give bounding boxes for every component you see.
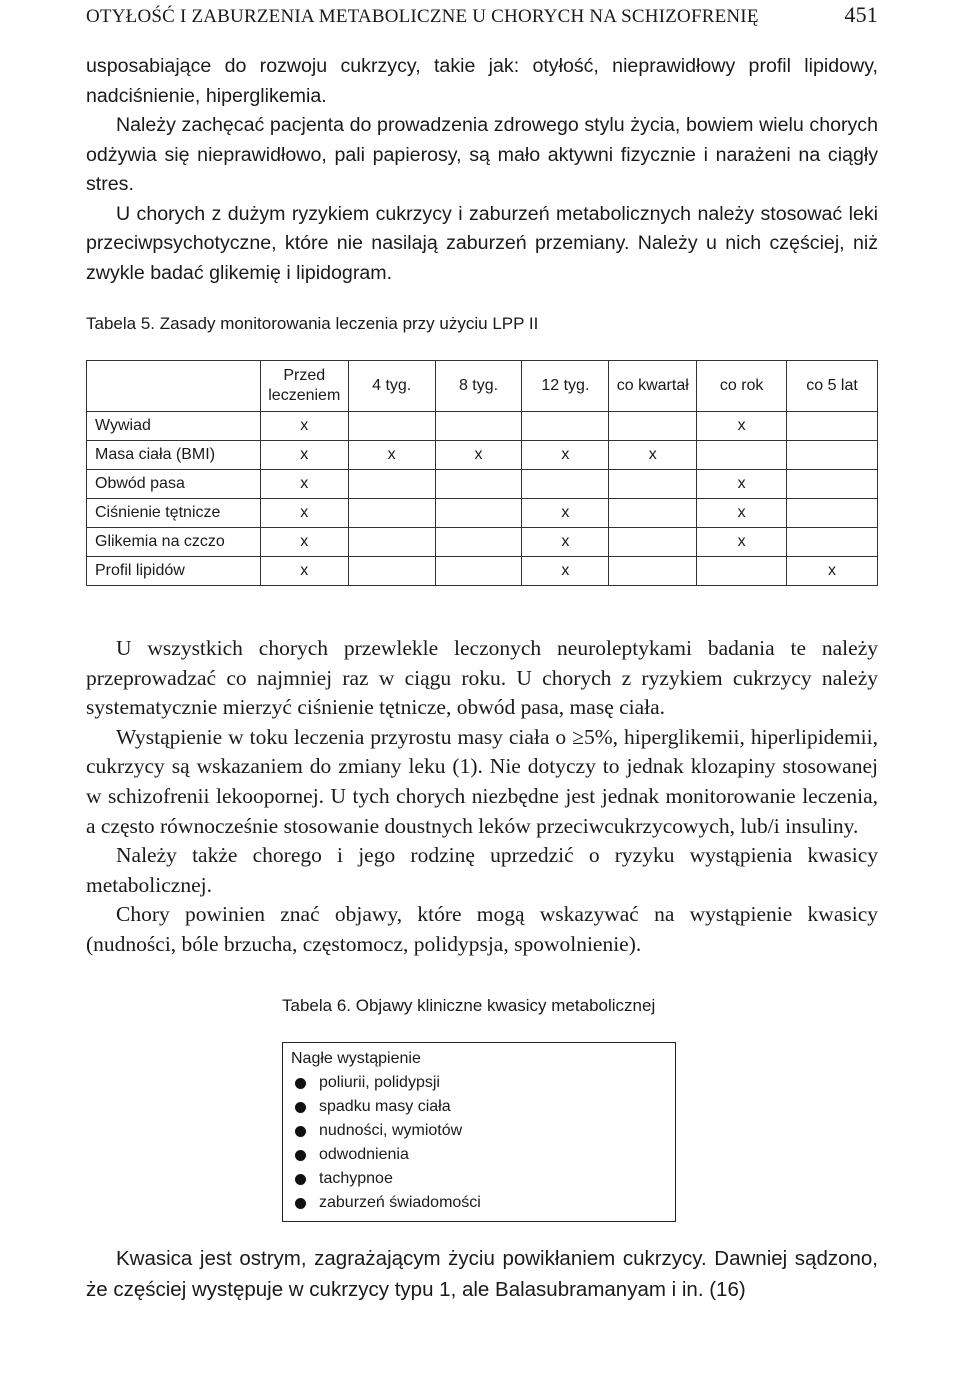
table-cell: x	[522, 557, 609, 586]
table-cell	[787, 412, 878, 441]
table-cell: x	[260, 470, 348, 499]
list-item-label: zaburzeń świadomości	[319, 1194, 481, 1211]
table-cell	[522, 470, 609, 499]
table5-header-cell	[87, 361, 261, 412]
table-cell	[787, 528, 878, 557]
row-label: Ciśnienie tętnicze	[87, 499, 261, 528]
bullet-icon	[295, 1126, 306, 1137]
table-cell	[348, 557, 435, 586]
page-number: 451	[844, 2, 878, 27]
table-cell: x	[522, 499, 609, 528]
table-row	[87, 499, 878, 528]
table-cell	[609, 528, 697, 557]
table-cell	[609, 499, 697, 528]
bullet-icon	[295, 1102, 306, 1113]
list-item-label: nudności, wymiotów	[319, 1122, 463, 1139]
table-cell: x	[787, 557, 878, 586]
row-label: Obwód pasa	[87, 470, 261, 499]
table-cell: x	[697, 470, 787, 499]
bullet-icon	[295, 1078, 306, 1089]
row-label: Profil lipidów	[87, 557, 261, 586]
paragraph: Wystąpienie w toku leczenia przyrostu masy ciała o ≥5%, hiperglikemii, hiperlipidemii, cukrzycy są wskazaniem do zmiany leku (1). Nie dotyczy to jednak klozapiny stosowanej w schizofrenii lekoopornej. U tych chorych niezbędne jest jednak monitorowanie leczenia, a często równocześnie stosowanie doustnych leków przeciwcukrzycowych, lub/i insuliny.	[86, 724, 878, 838]
table-cell	[787, 441, 878, 470]
intro-section	[86, 52, 878, 288]
table-cell	[348, 528, 435, 557]
list-item-label: odwodnienia	[319, 1146, 409, 1163]
row-label: Masa ciała (BMI)	[87, 441, 261, 470]
table-cell: x	[697, 528, 787, 557]
table-cell	[348, 499, 435, 528]
table-cell	[435, 470, 522, 499]
bullet-icon	[295, 1198, 306, 1209]
table-cell: x	[260, 557, 348, 586]
row-label: Glikemia na czczo	[87, 528, 261, 557]
list-item	[291, 1071, 675, 1095]
table-cell	[435, 412, 522, 441]
table-cell: x	[522, 528, 609, 557]
symptom-list	[291, 1071, 675, 1215]
table-cell: x	[260, 441, 348, 470]
table6-box	[282, 1042, 676, 1222]
table-row	[87, 412, 878, 441]
paragraph: usposabiające do rozwoju cukrzycy, takie jak: otyłość, nieprawidłowy profil lipidowy, nadciśnienie, hiperglikemia.	[86, 55, 878, 107]
table-cell: x	[435, 441, 522, 470]
paragraph: Chory powinien znać objawy, które mogą wskazywać na wystąpienie kwasicy (nudności, bóle brzucha, częstomocz, polidypsja, spowolnienie).	[86, 902, 878, 956]
paragraph: Należy także chorego i jego rodzinę uprzedzić o ryzyku wystąpienia kwasicy metabolicznej.	[86, 843, 878, 897]
table-cell	[609, 557, 697, 586]
row-label: Wywiad	[87, 412, 261, 441]
list-item	[291, 1191, 675, 1215]
table5	[86, 360, 878, 586]
table-cell	[697, 441, 787, 470]
paragraph: Kwasica jest ostrym, zagrażającym życiu powikłaniem cukrzycy. Dawniej sądzono, że częściej występuje w cukrzycy typu 1, ale Balasubramanyam i in. (16)	[86, 1247, 878, 1301]
table-cell: x	[260, 499, 348, 528]
list-item-label: spadku masy ciała	[319, 1098, 451, 1115]
table5-header-cell: co 5 lat	[787, 361, 878, 412]
list-item	[291, 1143, 675, 1167]
running-head	[86, 2, 878, 30]
table-cell	[697, 557, 787, 586]
table-cell	[522, 412, 609, 441]
table-cell	[787, 470, 878, 499]
table-row	[87, 528, 878, 557]
table-cell	[348, 470, 435, 499]
paragraph: U wszystkich chorych przewlekle leczonych neuroleptykami badania te należy przeprowadzać co najmniej raz w ciągu roku. U chorych z ryzykiem cukrzycy należy systematycznie mierzyć ciśnienie tętnicze, obwód pasa, masę ciała.	[86, 636, 878, 720]
table-cell	[435, 557, 522, 586]
table5-header-cell: 4 tyg.	[348, 361, 435, 412]
table-cell: x	[348, 441, 435, 470]
table6-caption: Tabela 6. Objawy kliniczne kwasicy metabolicznej	[282, 996, 656, 1015]
table5-header-row	[87, 361, 878, 412]
paragraph: Należy zachęcać pacjenta do prowadzenia zdrowego stylu życia, bowiem wielu chorych odżywia się nieprawidłowo, pali papierosy, są mało aktywni fizycznie i narażeni na ciągły stres.	[86, 114, 878, 195]
table-cell: x	[697, 412, 787, 441]
table-row	[87, 470, 878, 499]
paragraph: U chorych z dużym ryzykiem cukrzycy i zaburzeń metabolicznych należy stosować leki przeciwpsychotyczne, które nie nasilają zaburzeń przemiany. Należy u nich częściej, niż zwykle badać glikemię i lipidogram.	[86, 202, 878, 284]
table-cell: x	[609, 441, 697, 470]
table5-header-cell: Przed leczeniem	[260, 361, 348, 412]
table-cell: x	[260, 528, 348, 557]
table5-header-cell: 8 tyg.	[435, 361, 522, 412]
list-item	[291, 1167, 675, 1191]
table5-header-cell: co kwartał	[609, 361, 697, 412]
table-cell	[609, 412, 697, 441]
table-cell	[435, 499, 522, 528]
table-cell: x	[522, 441, 609, 470]
table5-header-cell: 12 tyg.	[522, 361, 609, 412]
table-cell	[787, 499, 878, 528]
table-cell: x	[260, 412, 348, 441]
table5-caption: Tabela 5. Zasady monitorowania leczenia przy użyciu LPP II	[86, 314, 539, 333]
middle-section	[86, 634, 878, 960]
list-item	[291, 1119, 675, 1143]
table-cell: x	[697, 499, 787, 528]
table-cell	[435, 528, 522, 557]
table-cell	[348, 412, 435, 441]
bullet-icon	[295, 1174, 306, 1185]
list-item	[291, 1095, 675, 1119]
closing-section	[86, 1243, 878, 1305]
table6-heading: Nagłe wystąpienie	[291, 1050, 421, 1067]
running-head-title: OTYŁOŚĆ I ZABURZENIA METABOLICZNE U CHORYCH NA SCHIZOFRENIĘ	[86, 6, 759, 27]
table5-header-cell: co rok	[697, 361, 787, 412]
list-item-label: tachypnoe	[319, 1170, 393, 1187]
table-cell	[609, 470, 697, 499]
table-row	[87, 441, 878, 470]
list-item-label: poliurii, polidypsji	[319, 1074, 440, 1091]
bullet-icon	[295, 1150, 306, 1161]
table-row	[87, 557, 878, 586]
